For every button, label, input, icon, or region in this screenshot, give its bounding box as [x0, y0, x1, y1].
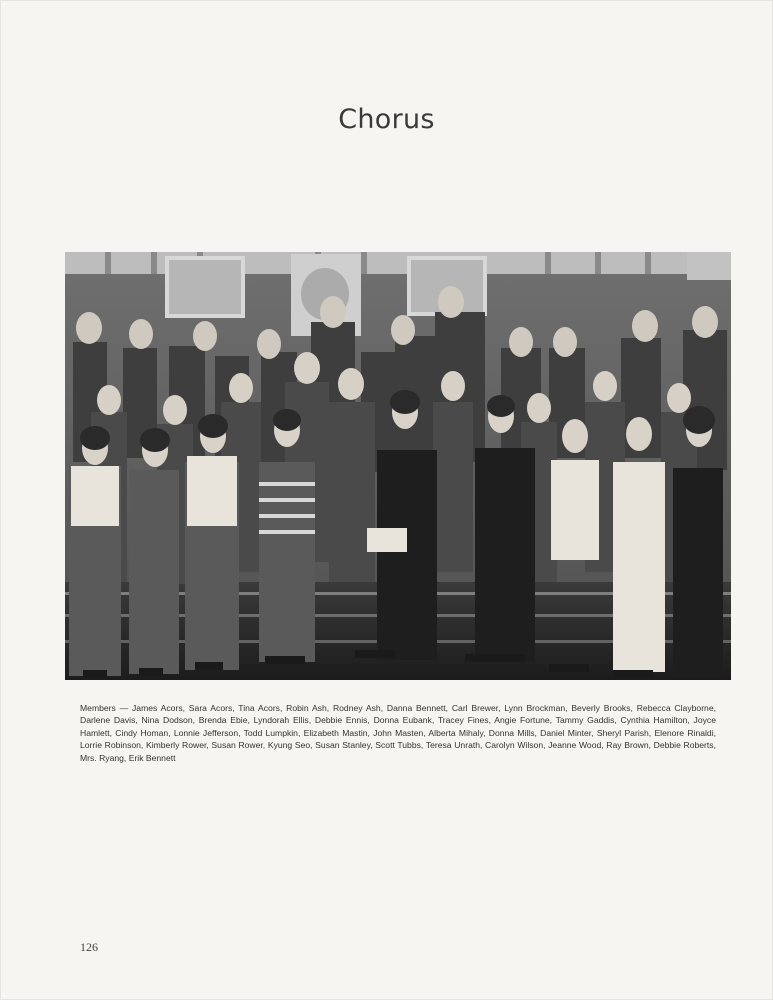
page-title: Chorus [338, 104, 435, 135]
group-photo [65, 252, 731, 680]
members-caption: Members — James Acors, Sara Acors, Tina Acors, Robin Ash, Rodney Ash, Danna Bennett, Carl Brewer, Lynn Brockman, Beverly Brooks, Rebecca Clayborne, Darlene Davis, Nina Dodson, Brenda Ebie, Lyndorah Ellis, Debbie Ennis, Donna Eubank, Tracey Fines, Angie Fortune, Tammy Gaddis, Cynthia Hamilton, Joyce Hamlett, Cindy Homan, Lonnie Jefferson, Todd Lumpkin, Elizabeth Mastin, John Masten, Alberta Mihaly, Donna Mills, Daniel Minter, Sheryl Parish, Elenore Rinaldi, Lorrie Robinson, Kimberly Rower, Susan Rower, Kyung Seo, Susan Stanley, Scott Tubbs, Teresa Unrath, Carolyn Wilson, Jeanne Wood, Ray Brown, Debbie Roberts, Mrs. Ryang, Erik Bennett [80, 703, 716, 763]
page-number: 126 [80, 940, 98, 954]
